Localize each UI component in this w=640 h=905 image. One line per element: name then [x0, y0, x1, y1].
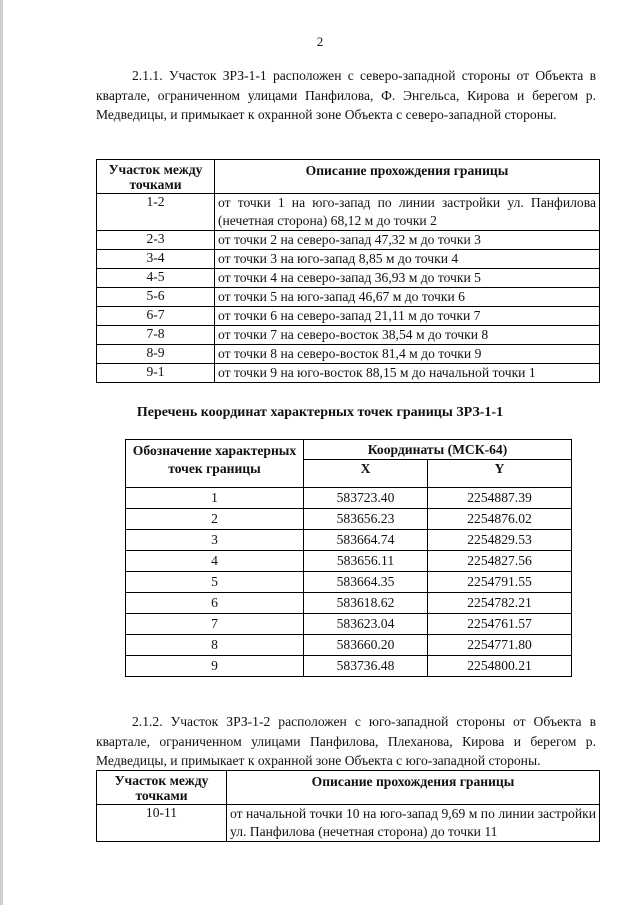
point-cell: 9 [126, 656, 304, 677]
section-2-1-1-paragraph [96, 66, 596, 125]
table-row [126, 530, 572, 551]
point-cell: 2 [126, 509, 304, 530]
description-cell: от точки 6 на северо-запад 21,11 м до точки 7 [215, 307, 600, 326]
point-cell: 1 [126, 488, 304, 509]
x-cell: 583736.48 [304, 656, 428, 677]
header-x: X [304, 460, 428, 488]
description-cell: от точки 7 на северо-восток 38,54 м до точки 8 [215, 326, 600, 345]
description-cell: от точки 9 на юго-восток 88,15 м до начальной точки 1 [215, 364, 600, 383]
coordinates-heading: Перечень координат характерных точек границы ЗРЗ-1-1 [136, 405, 504, 420]
table-row [97, 307, 600, 326]
segment-cell: 3-4 [97, 250, 215, 269]
segment-cell: 2-3 [97, 231, 215, 250]
table-row [126, 593, 572, 614]
y-cell: 2254791.55 [428, 572, 572, 593]
description-cell: от точки 2 на северо-запад 47,32 м до точки 3 [215, 231, 600, 250]
table-row [97, 194, 600, 231]
table-row [97, 326, 600, 345]
y-cell: 2254800.21 [428, 656, 572, 677]
point-cell: 4 [126, 551, 304, 572]
segment-cell: 1-2 [97, 194, 215, 231]
table-row [126, 509, 572, 530]
table-row [126, 572, 572, 593]
x-cell: 583664.35 [304, 572, 428, 593]
header-segment: Участок между точками [97, 160, 215, 194]
y-cell: 2254876.02 [428, 509, 572, 530]
point-cell: 7 [126, 614, 304, 635]
table-row [97, 231, 600, 250]
y-cell: 2254782.21 [428, 593, 572, 614]
y-cell: 2254827.56 [428, 551, 572, 572]
y-cell: 2254829.53 [428, 530, 572, 551]
table-row [126, 614, 572, 635]
page-edge [0, 0, 3, 905]
table-row [126, 488, 572, 509]
boundary-table-2 [96, 770, 600, 842]
header-description: Описание прохождения границы [215, 160, 600, 194]
description-cell: от точки 4 на северо-запад 36,93 м до точки 5 [215, 269, 600, 288]
table-row [126, 656, 572, 677]
description-cell: от точки 1 на юго-запад по линии застройки ул. Панфилова (нечетная сторона) 68,12 м до точки 2 [215, 194, 600, 231]
header-coordinates: Координаты (МСК-64) [304, 440, 572, 460]
table-row [126, 551, 572, 572]
y-cell: 2254771.80 [428, 635, 572, 656]
y-cell: 2254887.39 [428, 488, 572, 509]
section-2-1-2-text: 2.1.2. Участок ЗРЗ-1-2 расположен с юго-западной стороны от Объекта в квартале, ограниченном улицами Панфилова, Плеханова, Кирова и берегом р. Медведицы, и примыкает к охранной зоне Объекта с юго-западной стороны. [96, 714, 596, 768]
segment-cell: 6-7 [97, 307, 215, 326]
segment-cell: 7-8 [97, 326, 215, 345]
section-2-1-1-text: 2.1.1. Участок ЗРЗ-1-1 расположен с северо-западной стороны от Объекта в квартале, ограниченном улицами Панфилова, Ф. Энгельса, Кирова и берегом р. Медведицы, и примыкает к охранной зоне Объекта с северо-западной стороны. [96, 68, 596, 122]
point-cell: 5 [126, 572, 304, 593]
x-cell: 583723.40 [304, 488, 428, 509]
x-cell: 583656.23 [304, 509, 428, 530]
table-row [97, 364, 600, 383]
point-cell: 3 [126, 530, 304, 551]
description-cell: от точки 3 на юго-запад 8,85 м до точки 4 [215, 250, 600, 269]
header-point: Обозначение характерных точек границы [126, 440, 304, 488]
table-row [97, 250, 600, 269]
table-row [97, 288, 600, 307]
x-cell: 583656.11 [304, 551, 428, 572]
page-number: 2 [316, 34, 324, 49]
table-row [97, 269, 600, 288]
description-cell: от начальной точки 10 на юго-запад 9,69 м по линии застройки ул. Панфилова (нечетная сторона) до точки 11 [227, 805, 600, 842]
x-cell: 583660.20 [304, 635, 428, 656]
description-cell: от точки 5 на юго-запад 46,67 м до точки 6 [215, 288, 600, 307]
segment-cell: 8-9 [97, 345, 215, 364]
header-y: Y [428, 460, 572, 488]
table-row [97, 345, 600, 364]
x-cell: 583618.62 [304, 593, 428, 614]
table-row [97, 805, 600, 842]
y-cell: 2254761.57 [428, 614, 572, 635]
point-cell: 8 [126, 635, 304, 656]
x-cell: 583623.04 [304, 614, 428, 635]
section-2-1-2-paragraph [96, 712, 596, 771]
segment-cell: 5-6 [97, 288, 215, 307]
header-segment: Участок между точками [97, 771, 227, 805]
segment-cell: 9-1 [97, 364, 215, 383]
coordinates-table [125, 439, 572, 677]
description-cell: от точки 8 на северо-восток 81,4 м до точки 9 [215, 345, 600, 364]
header-description: Описание прохождения границы [227, 771, 600, 805]
boundary-table-1 [96, 159, 600, 383]
table-row [126, 635, 572, 656]
x-cell: 583664.74 [304, 530, 428, 551]
segment-cell: 10-11 [97, 805, 227, 842]
point-cell: 6 [126, 593, 304, 614]
segment-cell: 4-5 [97, 269, 215, 288]
